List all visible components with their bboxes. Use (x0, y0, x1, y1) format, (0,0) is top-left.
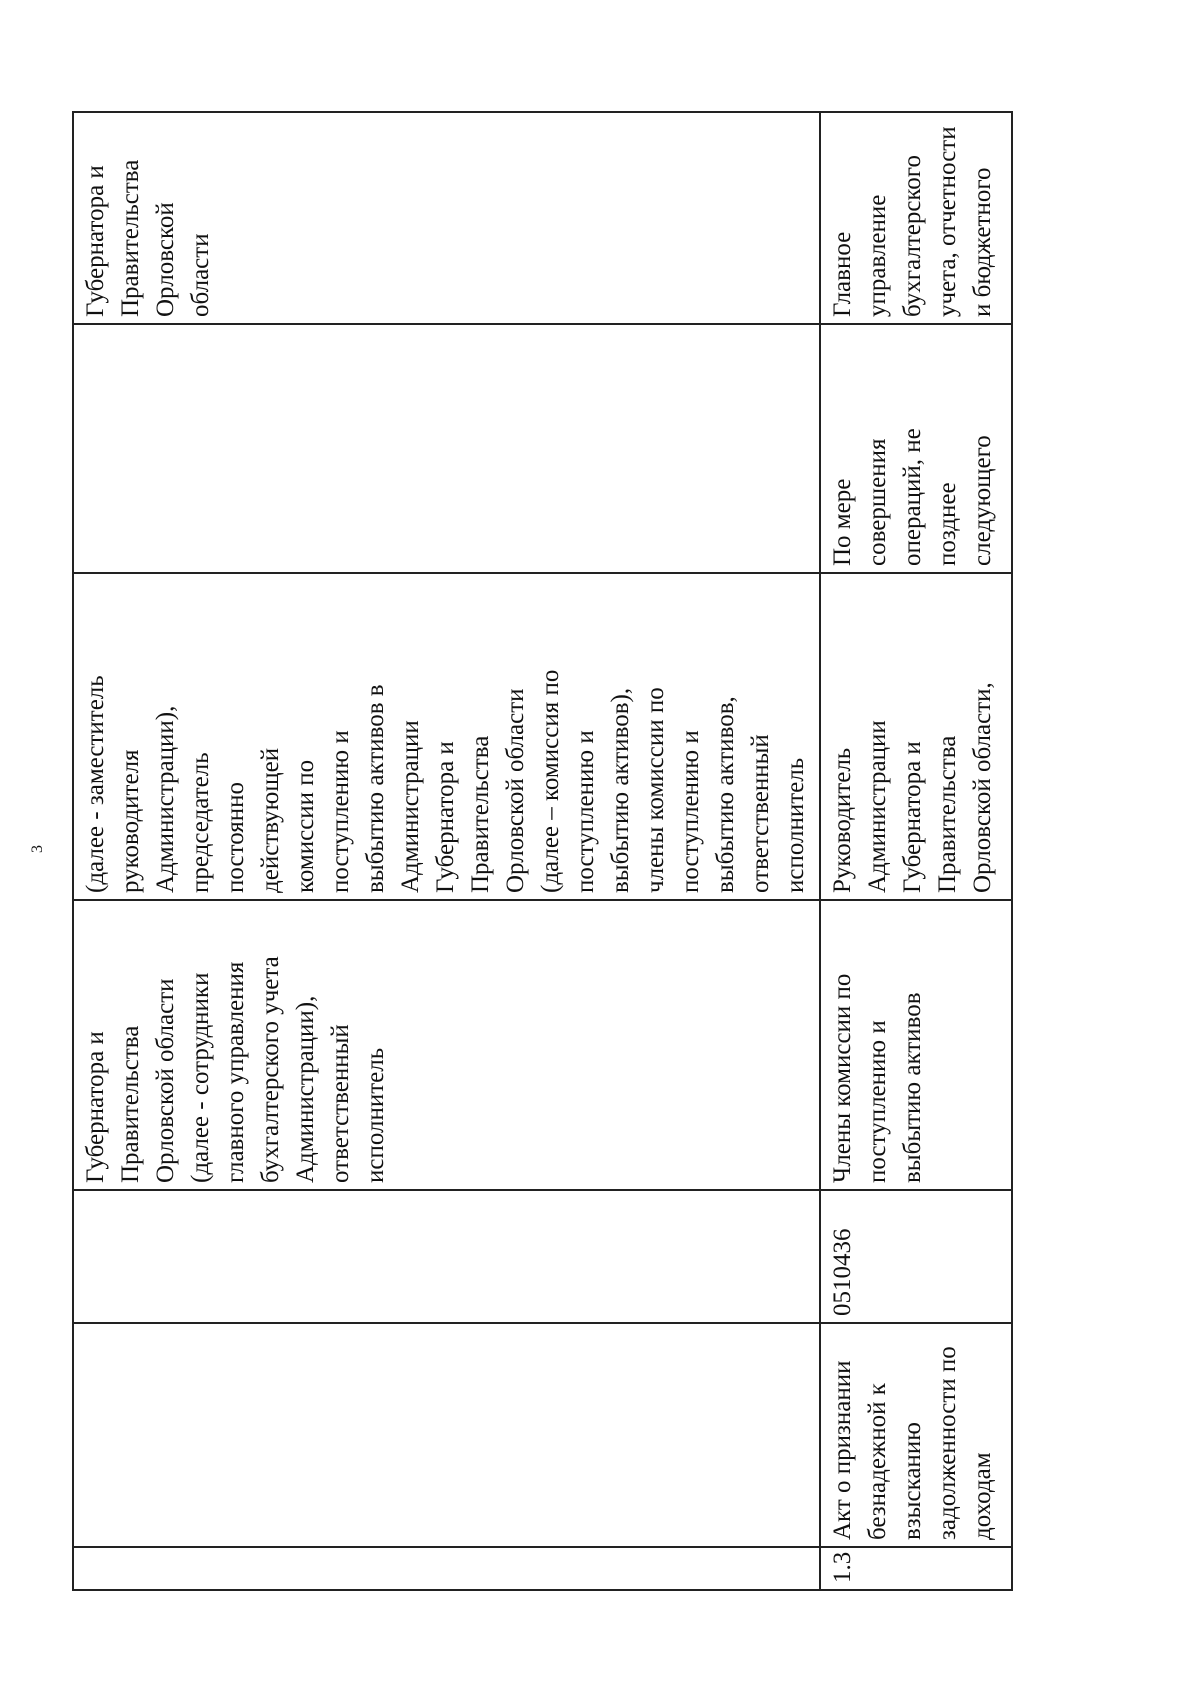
cell-who-signs: (далее - заместитель руководителя Администрации), председатель постоянно действующей комиссии по поступлению и выбытию активов в Администрации Губернатора и Правительства Орловской области (далее – комиссия по поступлению и выбытию активов), члены комиссии по поступлению и выбытию активов, ответственный исполнитель (73, 573, 820, 900)
table-row (73, 112, 820, 1590)
cell-form-code: 0510436 (820, 1190, 1012, 1323)
cell-num: 1.3 (820, 1547, 1012, 1590)
cell-deadline (73, 324, 820, 573)
rotated-table-container (72, 113, 1085, 1591)
document-table (72, 111, 1013, 1591)
cell-who-prepares: Члены комиссии по поступлению и выбытию активов (820, 900, 1012, 1190)
page-number: 3 (29, 845, 46, 853)
cell-recipient: Губернатора и Правительства Орловской области (73, 112, 820, 324)
cell-recipient: Главное управление бухгалтерского учета, отчетности и бюджетного (820, 112, 1012, 324)
cell-document-name (73, 1323, 820, 1547)
table-row (820, 112, 1012, 1590)
cell-who-signs: Руководитель Администрации Губернатора и Правительства Орловской области, (820, 573, 1012, 900)
cell-deadline: По мере совершения операций, не позднее следующего (820, 324, 1012, 573)
cell-who-prepares: Губернатора и Правительства Орловской области (далее - сотрудники главного управления бухгалтерского учета Администрации), ответственный исполнитель (73, 900, 820, 1190)
cell-document-name: Акт о признании безнадежной к взысканию задолженности по доходам (820, 1323, 1012, 1547)
cell-form-code (73, 1190, 820, 1323)
cell-num (73, 1547, 820, 1590)
